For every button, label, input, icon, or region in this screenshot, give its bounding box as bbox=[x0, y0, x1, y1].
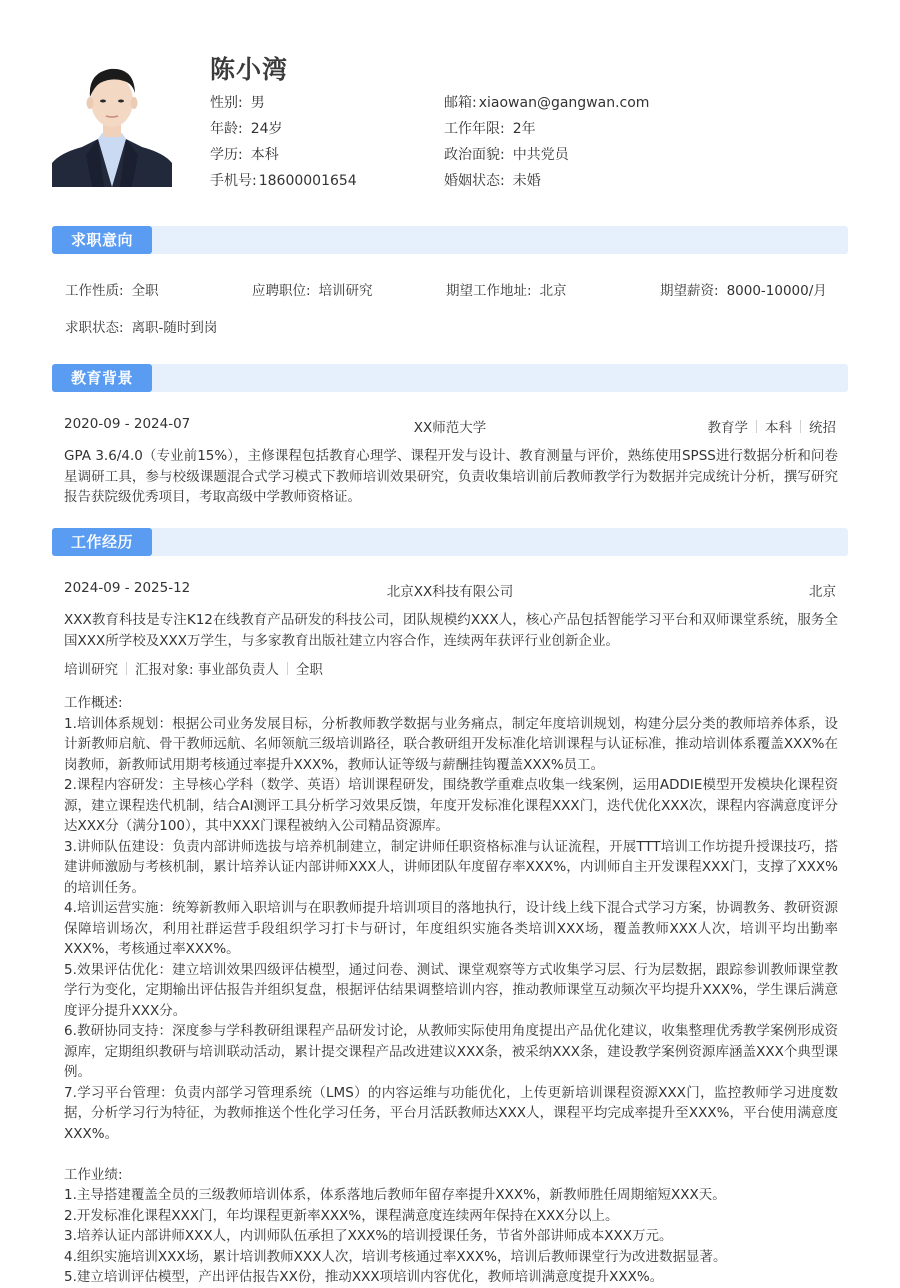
achievement-item: 2.开发标准化课程XXX门，年均课程更新率XXX%，课程满意度连续两年保持在XXX分以上。 bbox=[64, 1207, 619, 1224]
intent-value: 全职 bbox=[131, 283, 159, 299]
intent-value: 8000-10000/月 bbox=[726, 283, 827, 299]
overview-item: 6.教研协同支持：深度参与学科教研组课程产品研发讨论，从教师实际使用角度提出产品优化建议，收集整理优秀教学案例形成资源库，定期组织教研与培训联动活动，累计提交课程产品改进建议XXX条，被采纳XXX条，建设教学案例资源库涵盖XXX个典型课例。 bbox=[64, 1023, 838, 1080]
achievement-item: 3.培养认证内部讲师XXX人，内训师队伍承担了XXX%的培训授课任务，节省外部讲师成本XXX万元。 bbox=[64, 1228, 673, 1244]
info-label: 邮箱: bbox=[444, 95, 477, 111]
info-label: 政治面貌: bbox=[444, 147, 505, 163]
intent-label: 期望薪资: bbox=[660, 283, 719, 299]
work-type-tag: 全职 bbox=[295, 662, 323, 678]
intent-status bbox=[65, 316, 217, 336]
intent-position bbox=[252, 279, 373, 299]
overview-item: 3.讲师队伍建设：负责内部讲师选拔与培养机制建立，制定讲师任职资格标准与认证流程，开展TTT培训工作坊提升授课技巧，搭建讲师激励与考核机制，累计培养认证内部讲师XXX人，讲师团队年度留存率XXX%，内训师自主开发课程XXX门，支撑了XXX%的培训任务。 bbox=[64, 838, 838, 896]
education-enrollment: 统招 bbox=[809, 420, 836, 436]
info-label: 手机号: bbox=[210, 173, 257, 189]
info-value: 男 bbox=[250, 95, 265, 111]
info-marital-status bbox=[444, 170, 649, 196]
overview-item: 2.课程内容研发：主导核心学科（数学、英语）培训课程研发，围绕教学重难点收集一线案例，运用ADDIE模型开发模块化课程资源，建立课程迭代机制，结合AI测评工具分析学习效果反馈，年度开发标准化课程XXX门，迭代优化XXX次，课程内容满意度评分达XXX分（满分100），其中XXX门课程被纳入公司精品资源库。 bbox=[64, 777, 838, 834]
info-value: 中共党员 bbox=[512, 147, 569, 163]
education-description: GPA 3.6/4.0（专业前15%），主修课程包括教育心理学、课程开发与设计、教育测量与评价，熟练使用SPSS进行数据分析和问卷星调研工具，参与校级课题混合式学习模式下教师培训效果研究，负责收集培训前后教师教学行为数据并完成统计分析，撰写研究报告获院级优秀项目，考取高级中学教师资格证。 bbox=[64, 448, 838, 505]
candidate-name: 陈小湾 bbox=[210, 55, 289, 84]
section-title: 教育背景 bbox=[52, 364, 152, 392]
section-header-education bbox=[52, 364, 848, 392]
education-school: XX师范大学 bbox=[413, 420, 487, 436]
overview-label: 工作概述: bbox=[64, 695, 123, 711]
education-header-row bbox=[64, 416, 836, 436]
section-header-intent bbox=[52, 226, 848, 254]
work-header-row bbox=[64, 580, 836, 600]
achievement-item: 1.主导搭建覆盖全员的三级教师培训体系，体系落地后教师年留存率提升XXX%，新教师胜任周期缩短XXX天。 bbox=[64, 1187, 726, 1203]
info-value: 未婚 bbox=[512, 173, 541, 189]
intent-label: 求职状态: bbox=[65, 320, 124, 336]
info-email bbox=[444, 92, 649, 118]
spacer bbox=[64, 1144, 838, 1165]
intent-salary bbox=[660, 279, 827, 299]
info-label: 婚姻状态: bbox=[444, 173, 505, 189]
overview-item: 1.培训体系规划：根据公司业务发展目标，分析教师教学数据与业务痛点，制定年度培训规划，构建分层分类的教师培养体系，设计新教师启航、骨干教师远航、名师领航三级培训路径，联合教研组开发标准化培训课程与认证标准，推动培训体系覆盖XXX%在岗教师，新教师试用期考核通过率提升XXX%，教师认证等级与薪酬挂钩覆盖XXX%员工。 bbox=[64, 715, 838, 773]
info-label: 年龄: bbox=[210, 121, 243, 137]
info-label: 工作年限: bbox=[444, 121, 505, 137]
work-period: 2024-09 - 2025-12 bbox=[64, 580, 191, 596]
info-gender bbox=[210, 92, 357, 118]
intent-label: 工作性质: bbox=[65, 283, 124, 299]
info-political-status bbox=[444, 144, 649, 170]
basic-info-right bbox=[444, 92, 649, 196]
divider bbox=[126, 662, 127, 675]
info-label: 性别: bbox=[210, 95, 243, 111]
education-major: 教育学 bbox=[707, 420, 748, 436]
info-label: 学历: bbox=[210, 147, 243, 163]
work-company: 北京XX科技有限公司 bbox=[386, 584, 514, 600]
intent-label: 期望工作地址: bbox=[446, 283, 532, 299]
basic-info-left bbox=[210, 92, 357, 196]
info-value: 18600001654 bbox=[258, 173, 357, 189]
info-value: 本科 bbox=[250, 147, 279, 163]
divider bbox=[756, 420, 757, 433]
info-age bbox=[210, 118, 357, 144]
intent-job-type bbox=[65, 279, 159, 299]
work-details bbox=[64, 693, 838, 1288]
work-tags bbox=[64, 658, 323, 678]
intent-value: 培训研究 bbox=[318, 283, 373, 299]
info-phone bbox=[210, 170, 357, 196]
divider bbox=[800, 420, 801, 433]
divider bbox=[287, 662, 288, 675]
work-role-tag: 培训研究 bbox=[64, 662, 118, 678]
profile-photo bbox=[52, 55, 172, 187]
achievements-label: 工作业绩: bbox=[64, 1166, 123, 1183]
education-degree: 本科 bbox=[765, 420, 792, 436]
overview-item: 7.学习平台管理：负责内部学习管理系统（LMS）的内容运维与功能优化，上传更新培训课程资源XXX门，监控教师学习进度数据，分析学习行为特征，为教师推送个性化学习任务，平台月活跃教师达XXX人，课程平均完成率提升至XXX%，平台使用满意度XXX%。 bbox=[64, 1084, 838, 1142]
achievement-item: 5.建立培训评估模型，产出评估报告XX份，推动XXX项培训内容优化，教师培训满意度提升XXX%。 bbox=[64, 1269, 664, 1285]
intent-location bbox=[446, 279, 567, 299]
overview-item: 5.效果评估优化：建立培训效果四级评估模型，通过问卷、测试、课堂观察等方式收集学习层、行为层数据，跟踪参训教师课堂教学行为变化，定期输出评估报告并组织复盘，根据评估结果调整培训内容，推动教师课堂互动频次平均提升XXX%，学生课后满意度评分提升XXX分。 bbox=[64, 961, 838, 1019]
section-title: 工作经历 bbox=[52, 528, 152, 556]
intent-label: 应聘职位: bbox=[252, 283, 311, 299]
work-report-tag: 汇报对象: 事业部负责人 bbox=[135, 662, 279, 678]
section-header-work bbox=[52, 528, 848, 556]
achievement-item: 4.组织实施培训XXX场，累计培训教师XXX人次，培训考核通过率XXX%，培训后教师课堂行为改进数据显著。 bbox=[64, 1248, 727, 1265]
info-value: 24岁 bbox=[250, 121, 283, 137]
intent-value: 离职-随时到岗 bbox=[131, 320, 218, 336]
info-value: xiaowan@gangwan.com bbox=[478, 95, 650, 111]
work-location: 北京 bbox=[809, 584, 836, 600]
company-intro: XXX教育科技是专注K12在线教育产品研发的科技公司，团队规模约XXX人，核心产品包括智能学习平台和双师课堂系统，服务全国XXX所学校及XXX万学生，与多家教育出版社建立内容合作，连续两年获评行业创新企业。 bbox=[64, 612, 838, 649]
person-portrait-icon bbox=[52, 55, 172, 187]
info-education bbox=[210, 144, 357, 170]
section-title: 求职意向 bbox=[52, 226, 152, 254]
intent-value: 北京 bbox=[539, 283, 567, 299]
overview-item: 4.培训运营实施：统筹新教师入职培训与在职教师提升培训项目的落地执行，设计线上线下混合式学习方案，协调教务、教研资源保障培训场次，利用社群运营手段组织学习打卡与研讨，年度组织实施各类培训XXX场，覆盖教师XXX人次，培训平均出勤率XXX%，考核通过率XXX%。 bbox=[64, 900, 838, 957]
info-work-years bbox=[444, 118, 649, 144]
education-tags bbox=[708, 416, 837, 436]
info-value: 2年 bbox=[512, 121, 536, 137]
education-period: 2020-09 - 2024-07 bbox=[64, 416, 191, 432]
